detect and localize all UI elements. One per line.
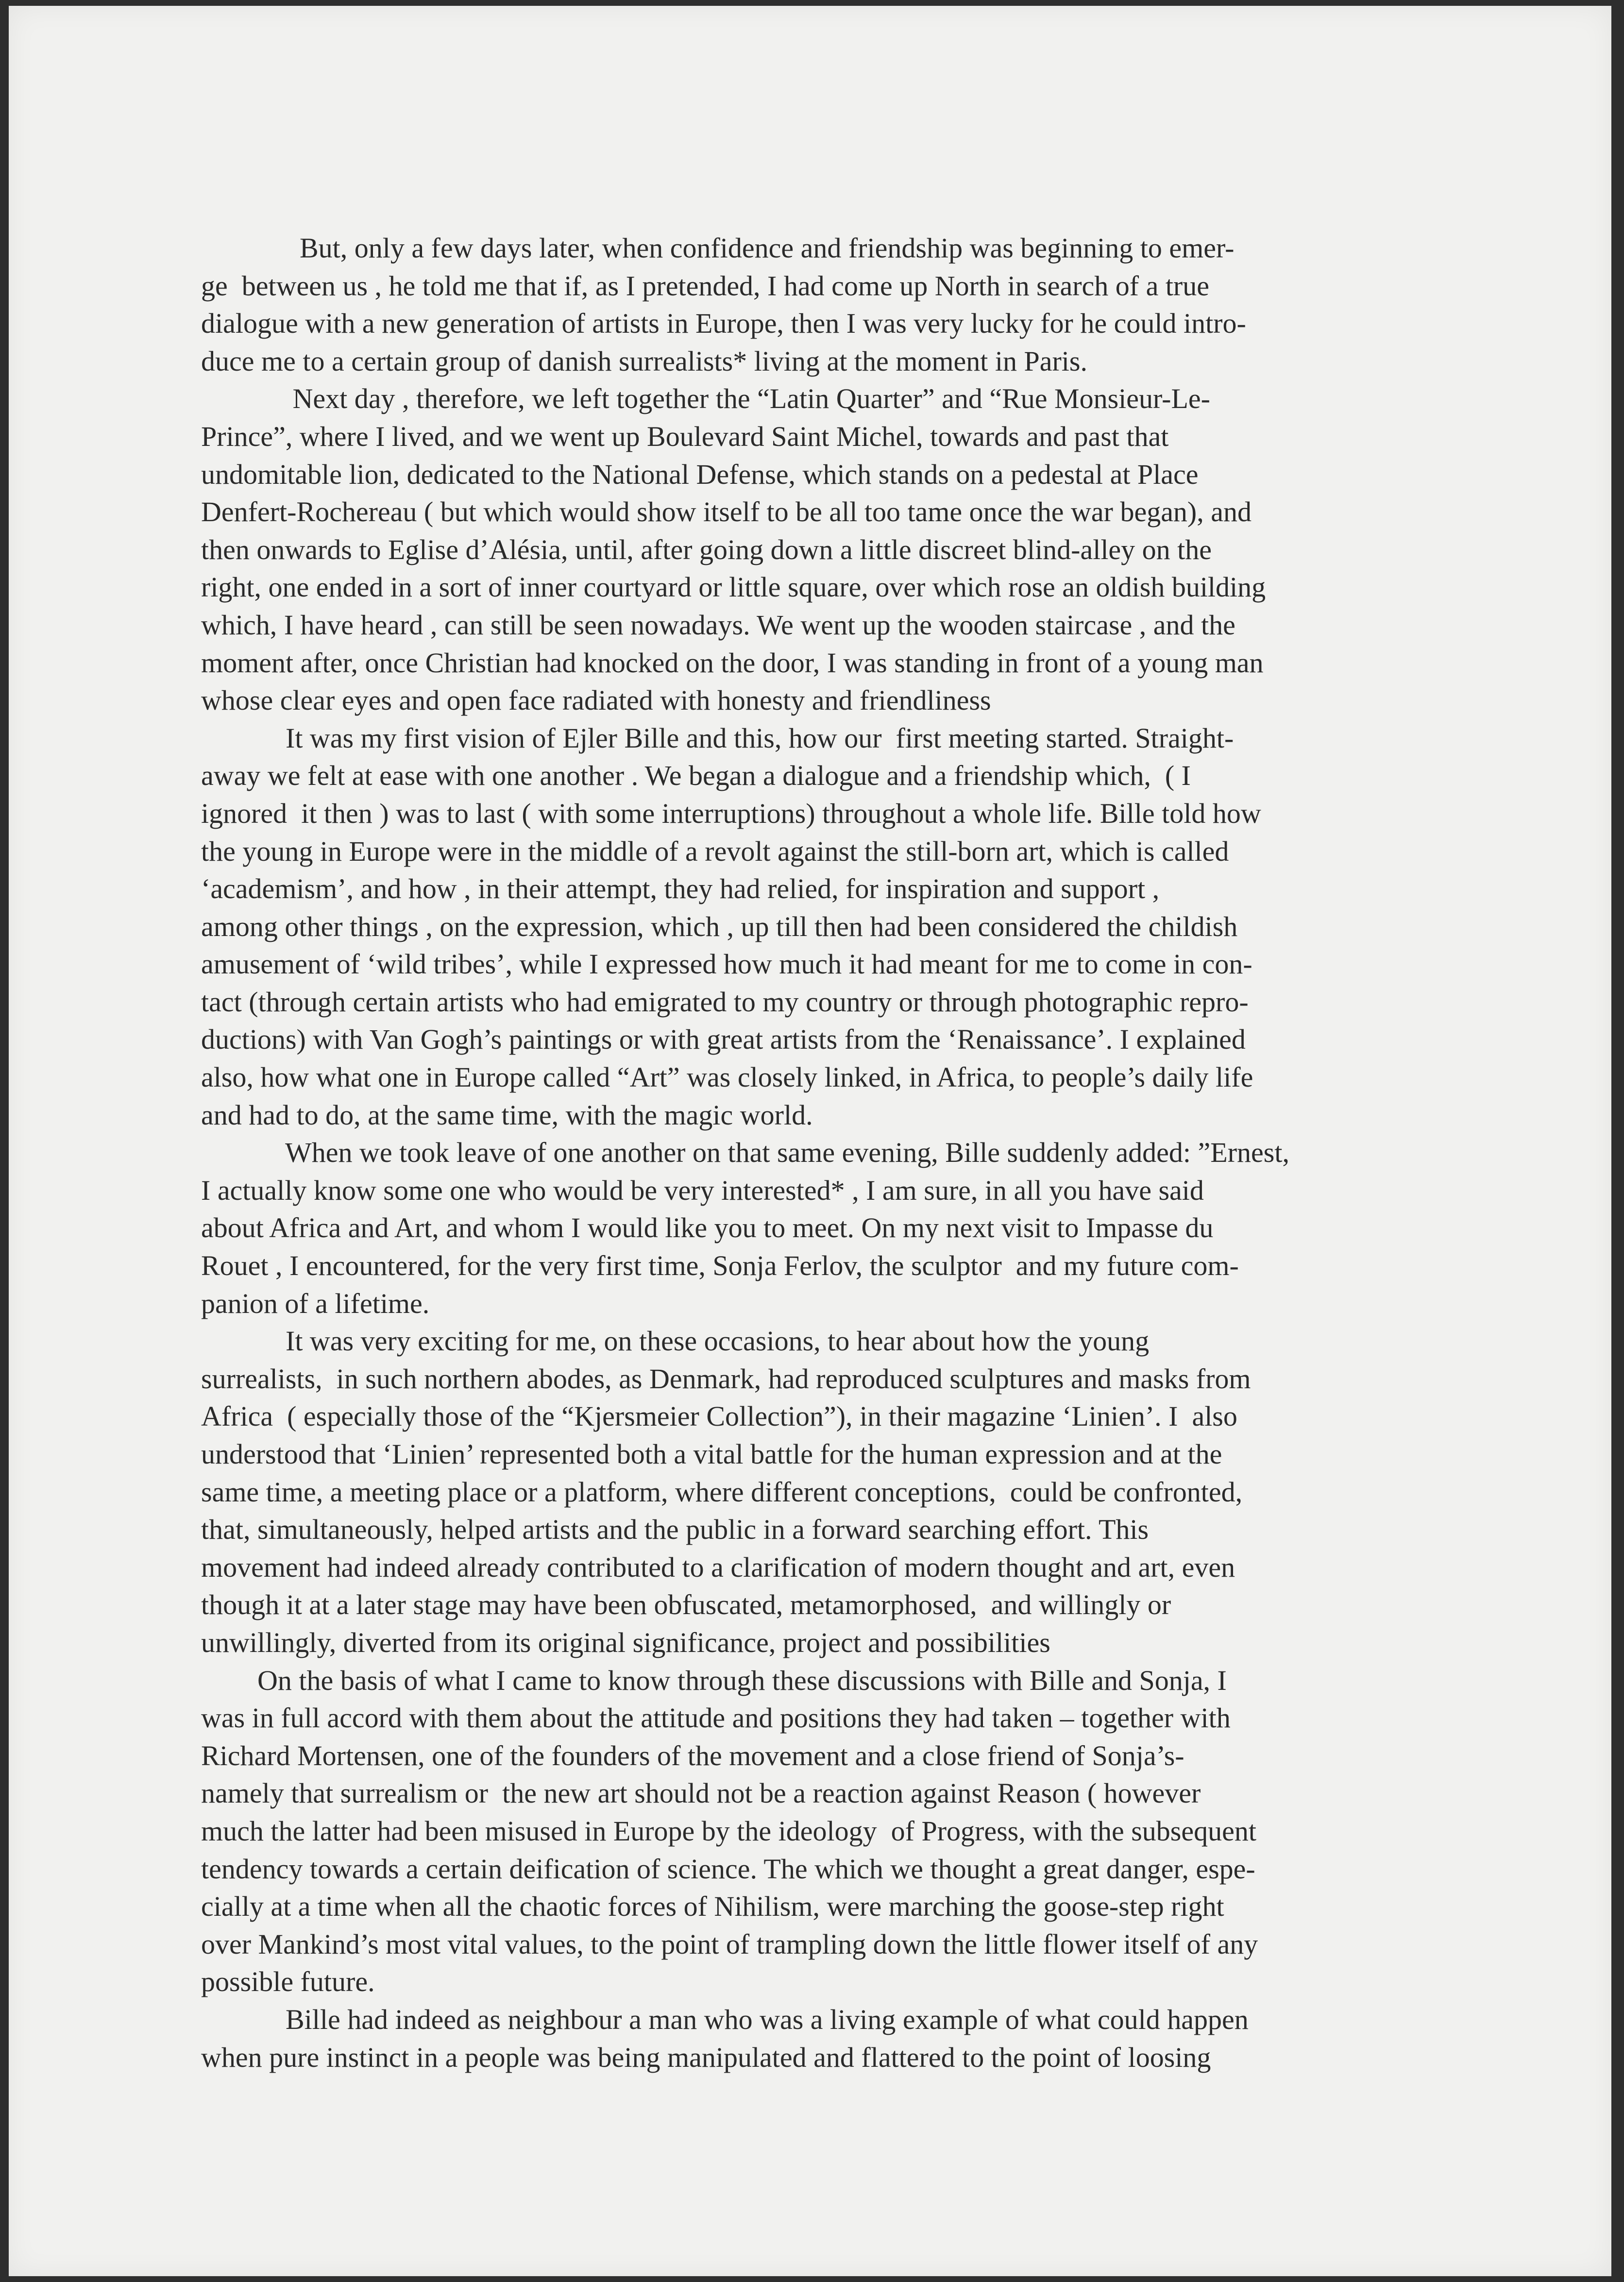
text-line: Richard Mortensen, one of the founders of the movement and a close friend of Sonja’s- [201, 1739, 1184, 1771]
text-line: undomitable lion, dedicated to the National Defense, which stands on a pedestal at Place [201, 458, 1199, 490]
text-line: was in full accord with them about the attitude and positions they had taken – together with [201, 1702, 1231, 1734]
text-line: Rouet , I encountered, for the very first time, Sonja Ferlov, the sculptor and my future com- [201, 1250, 1239, 1282]
text-line: that, simultaneously, helped artists and the public in a forward searching effort. This [201, 1514, 1149, 1546]
text-line: among other things , on the expression, which , up till then had been considered the childish [201, 910, 1238, 942]
text-line: when pure instinct in a people was being manipulated and flattered to the point of loosing [201, 2041, 1211, 2073]
text-line: It was very exciting for me, on these occasions, to hear about how the young [201, 1325, 1150, 1357]
text-line: duce me to a certain group of danish surrealists* living at the moment in Paris. [201, 345, 1087, 377]
text-line: cially at a time when all the chaotic forces of Nihilism, were marching the goose-step right [201, 1890, 1224, 1923]
text-line: same time, a meeting place or a platform, where different conceptions, could be confronted, [201, 1476, 1243, 1508]
text-line: Africa ( especially those of the “Kjersmeier Collection”), in their magazine ‘Linien’. I also [201, 1400, 1237, 1432]
text-line: ductions) with Van Gogh’s paintings or with great artists from the ‘Renaissance’. I explained [201, 1023, 1246, 1056]
text-line: and had to do, at the same time, with the magic world. [201, 1099, 813, 1131]
text-line: which, I have heard , can still be seen nowadays. We went up the wooden staircase , and the [201, 609, 1235, 641]
text-line: understood that ‘Linien’ represented both a vital battle for the human expression and at the [201, 1438, 1222, 1470]
text-line: Prince”, where I lived, and we went up Boulevard Saint Michel, towards and past that [201, 420, 1169, 452]
text-line: But, only a few days later, when confidence and friendship was beginning to emer- [201, 232, 1235, 264]
text-line: dialogue with a new generation of artists in Europe, then I was very lucky for he could intro- [201, 307, 1246, 340]
text-line: unwillingly, diverted from its original significance, project and possibilities [201, 1626, 1050, 1658]
text-line: namely that surrealism or the new art should not be a reaction against Reason ( however [201, 1777, 1201, 1809]
text-line: away we felt at ease with one another . We began a dialogue and a friendship which, ( I [201, 760, 1191, 792]
text-line: much the latter had been misused in Europe by the ideology of Progress, with the subsequent [201, 1815, 1256, 1847]
text-line: amusement of ‘wild tribes’, while I expressed how much it had meant for me to come in con- [201, 948, 1252, 980]
text-line: movement had indeed already contributed to a clarification of modern thought and art, even [201, 1551, 1235, 1583]
text-line: Bille had indeed as neighbour a man who was a living example of what could happen [201, 2003, 1249, 2035]
text-line: tact (through certain artists who had emigrated to my country or through photographic repro- [201, 986, 1249, 1018]
text-line: When we took leave of one another on that same evening, Bille suddenly added: ”Ernest, [201, 1137, 1289, 1169]
text-line: Next day , therefore, we left together the “Latin Quarter” and “Rue Monsieur-Le- [201, 383, 1210, 415]
text-line: over Mankind’s most vital values, to the point of trampling down the little flower itself of any [201, 1928, 1258, 1960]
text-line: possible future. [201, 1966, 375, 1998]
text-line: surrealists, in such northern abodes, as Denmark, had reproduced sculptures and masks from [201, 1362, 1251, 1395]
text-line: Denfert-Rochereau ( but which would show itself to be all too tame once the war began), and [201, 496, 1252, 528]
text-line: also, how what one in Europe called “Art” was closely linked, in Africa, to people’s daily life [201, 1061, 1253, 1093]
text-line: whose clear eyes and open face radiated with honesty and friendliness [201, 684, 991, 716]
text-line: moment after, once Christian had knocked on the door, I was standing in front of a young man [201, 647, 1264, 679]
text-line: though it at a later stage may have been obfuscated, metamorphosed, and willingly or [201, 1589, 1171, 1621]
text-line: ‘academism’, and how , in their attempt, they had relied, for inspiration and support , [201, 873, 1160, 905]
text-line: I actually know some one who would be very interested* , I am sure, in all you have said [201, 1174, 1204, 1206]
text-line: the young in Europe were in the middle of a revolt against the still-born art, which is called [201, 835, 1229, 867]
text-line: On the basis of what I came to know through these discussions with Bille and Sonja, I [201, 1664, 1227, 1696]
text-line: It was my first vision of Ejler Bille and this, how our first meeting started. Straight- [201, 722, 1234, 754]
text-line: ge between us , he told me that if, as I pretended, I had come up North in search of a true [201, 270, 1209, 302]
text-line: right, one ended in a sort of inner courtyard or little square, over which rose an oldish building [201, 571, 1266, 603]
text-line: about Africa and Art, and whom I would like you to meet. On my next visit to Impasse du [201, 1212, 1214, 1244]
text-line: then onwards to Eglise d’Alésia, until, after going down a little discreet blind-alley on the [201, 533, 1212, 565]
text-line: panion of a lifetime. [201, 1287, 430, 1319]
text-line: ignored it then ) was to last ( with some interruptions) throughout a whole life. Bille told how [201, 797, 1261, 829]
document-body [201, 229, 1469, 2076]
text-line: tendency towards a certain deification of science. The which we thought a great danger, espe- [201, 1853, 1255, 1885]
